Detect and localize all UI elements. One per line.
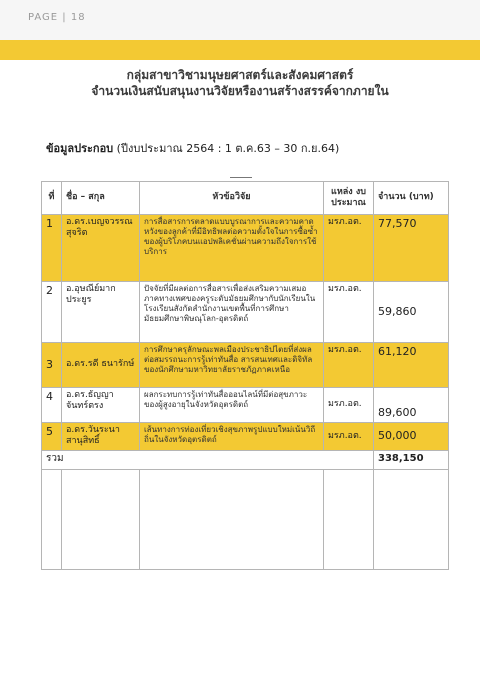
table-row: [42, 423, 449, 451]
header-no: ที่: [42, 182, 62, 215]
cell-source: มรภ.อต.: [324, 282, 374, 343]
total-label: รวม: [42, 450, 374, 469]
blank-cell: [374, 469, 449, 569]
funding-table: [41, 181, 449, 570]
cell-name: อ.ดร.วันระนา สานุสิทธิ์: [62, 423, 140, 451]
cell-source: มรภ.อต.: [324, 423, 374, 451]
cell-amount: 61,120: [374, 343, 449, 388]
blank-cell: [62, 469, 140, 569]
cell-no: 1: [42, 215, 62, 282]
cell-amount: 50,000: [374, 423, 449, 451]
cell-no: 4: [42, 388, 62, 423]
page-title-line2: จำนวนเงินสนับสนุนงานวิจัยหรืองานสร้างสรรค์จากภายใน: [91, 84, 389, 98]
cell-no: 3: [42, 343, 62, 388]
cell-source: มรภ.อต.: [324, 343, 374, 388]
page-label: PAGE | 18: [28, 12, 86, 23]
cell-name: อ.ดร.ธัญญา จันทร์ตรง: [62, 388, 140, 423]
cell-amount: 59,860: [374, 282, 449, 343]
cell-topic: ผลกระทบการรู้เท่าทันสื่อออนไลน์ที่มีต่อสุขภาวะของผู้สูงอายุในจังหวัดอุตรดิตถ์: [140, 388, 324, 423]
cell-source: มรภ.อต.: [324, 388, 374, 423]
cell-name: อ.ดร.รดี ธนารักษ์: [62, 343, 140, 388]
cell-no: 2: [42, 282, 62, 343]
subtitle: [46, 139, 339, 157]
cell-name: อ.อุษณีย์มากประยูร: [62, 282, 140, 343]
total-amount: 338,150: [374, 450, 449, 469]
table-row: [42, 282, 449, 343]
cell-topic: ปัจจัยที่มีผลต่อการสื่อสารเพื่อส่งเสริมความเสมอภาคทางเพศของครูระดับมัธยมศึกษากับนักเรียนในโรงเรียนสังกัดสำนักงานเขตพื้นที่การศึกษามัธยมศึกษาพิษณุโลก-อุตรดิตถ์: [140, 282, 324, 343]
header-name: ชื่อ – สกุล: [62, 182, 140, 215]
divider: [230, 177, 252, 178]
header-band: [0, 40, 480, 60]
cell-topic: การศึกษาครุลักษณะพลเมืองประชาธิปไตยที่ส่งผลต่อสมรรถนะการรู้เท่าทันสื่อ สารสนเทศและดิจิทัลของนักศึกษามหาวิทยาลัยราชภัฏภาคเหนือ: [140, 343, 324, 388]
cell-amount: 89,600: [374, 388, 449, 423]
subtitle-bold: ข้อมูลประกอบ: [46, 142, 114, 155]
cell-source: มรภ.อต.: [324, 215, 374, 282]
blank-cell: [42, 469, 62, 569]
table-header-row: [42, 182, 449, 215]
table-row: [42, 388, 449, 423]
table-row: [42, 215, 449, 282]
blank-cell: [140, 469, 324, 569]
header-source: แหล่ง งบประมาณ: [324, 182, 374, 215]
cell-no: 5: [42, 423, 62, 451]
header-amount: จำนวน (บาท): [374, 182, 449, 215]
header-topic: หัวข้อวิจัย: [140, 182, 324, 215]
cell-topic: เส้นทางการท่องเที่ยวเชิงสุขภาพรูปแบบใหม่เน้นวิถีถิ่นในจังหวัดอุตรดิตถ์: [140, 423, 324, 451]
cell-topic: การสื่อสารการตลาดแบบบูรณาการและความคาดหวังของลูกค้าที่มีอิทธิพลต่อความตั้งใจในการซื้อซ้ำของผู้บริโภคบนแอปพลิเคชั่นผ่านความถึงใจการใช้บริการ: [140, 215, 324, 282]
page-title-line1: กลุ่มสาขาวิชามนุษยศาสตร์และสังคมศาสตร์: [126, 68, 354, 82]
subtitle-period: (ปีงบประมาณ 2564 : 1 ต.ค.63 – 30 ก.ย.64): [113, 142, 340, 155]
table-row: [42, 343, 449, 388]
blank-cell: [324, 469, 374, 569]
total-row: [42, 450, 449, 469]
cell-amount: 77,570: [374, 215, 449, 282]
top-bar: [0, 0, 480, 40]
cell-name: อ.ดร.เบญจวรรณ สุจริต: [62, 215, 140, 282]
blank-row: [42, 469, 449, 569]
